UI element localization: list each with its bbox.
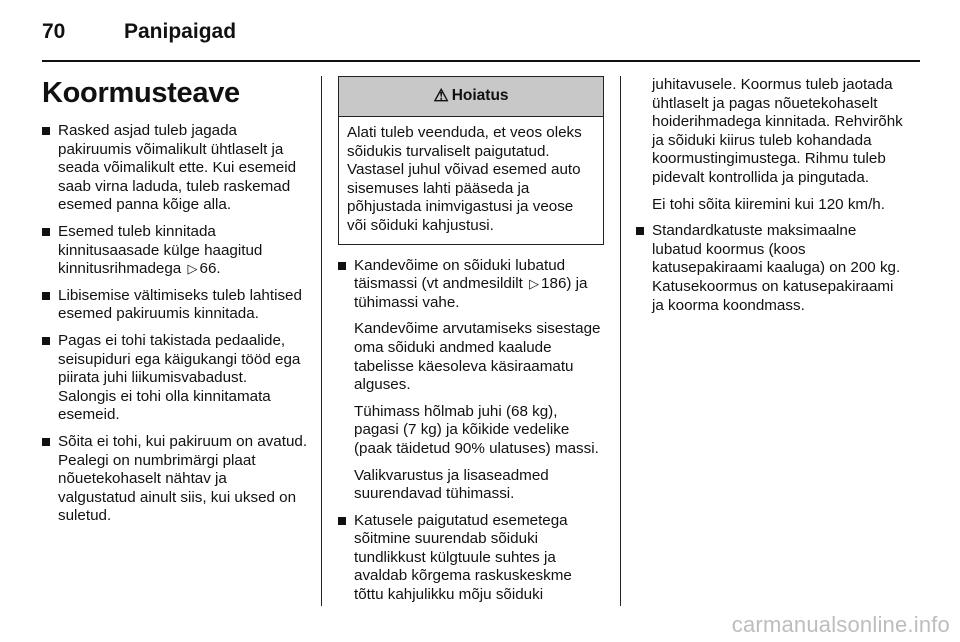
- list-item: Rasked asjad tuleb jagada pakiruumis võimalikult ühtlaselt ja seada võimalikult ette. Kui esemeid saab virna laduda, tuleb raskemad esemed panna kõige alla.: [42, 122, 308, 215]
- section-title: Koormusteave: [42, 77, 240, 109]
- column-divider-2: [620, 76, 621, 606]
- warning-triangle-icon: ⚠: [433, 86, 449, 106]
- bullet-list: [42, 122, 308, 526]
- bullet-icon: [338, 262, 346, 270]
- list-item: Sõita ei tohi, kui pakiruum on avatud. Pealegi on numbrimärgi plaat nõuetekohaselt nähtav ja valgustatud ainult siis, kui uksed on suletud.: [42, 433, 308, 526]
- bullet-icon: [338, 517, 346, 525]
- warning-title: Hoiatus: [451, 87, 509, 105]
- list-item: Pagas ei tohi takistada pedaalide, seisupiduri ega käigukangi tööd ega piirata juhi liikumisvabadust. Salongis ei tohi olla kinnitamata esemeid.: [42, 332, 308, 425]
- column-divider-1: [321, 76, 322, 606]
- list-item: Libisemise vältimiseks tuleb lahtised esemed pakiruumis kinnitada.: [42, 287, 308, 324]
- page-header: [42, 14, 922, 54]
- arrow-reference-icon[interactable]: ▷: [529, 276, 540, 292]
- header-divider: [42, 60, 920, 62]
- list-item: Katusele paigutatud esemetega sõitmine suurendab sõiduki tundlikkust külgtuule suhtes ja avaldab kõrgema raskuskeskme tõttu kahjulikku mõju sõiduki: [338, 512, 604, 605]
- continued-text: juhitavusele. Koormus tuleb jaotada ühtlaselt ja pagas nõuetekohaselt hoiderihmadega kinnitada. Rehvirõhk ja sõiduki kiirus tuleb kohandada koormustingimustega. Rihmu tuleb pidevalt kontrollida ja pingutada. Ei tohi sõita kiiremini kui 120 km/h.: [652, 76, 903, 213]
- column-2: [338, 76, 604, 613]
- bullet-list: [636, 222, 906, 315]
- bullet-icon: [42, 228, 50, 236]
- watermark: carmanualsonline.info: [731, 612, 950, 637]
- bullet-list: [338, 257, 604, 605]
- warning-header: [339, 77, 603, 117]
- column-1: [42, 76, 308, 534]
- bullet-icon: [42, 337, 50, 345]
- bullet-icon: [42, 127, 50, 135]
- page-number: 70: [42, 20, 66, 43]
- list-item: Standardkatuste maksimaalne lubatud koormus (koos katusepakiraami kaaluga) on 200 kg. Katusekoormus on katusepakiraami ja koorma koondmass.: [636, 222, 906, 315]
- arrow-reference-icon[interactable]: ▷: [187, 261, 198, 277]
- warning-body: Alati tuleb veenduda, et veos oleks sõidukis turvaliselt paigutatud. Vastasel juhul võivad esemed auto sisemuses lahti pääseda ja põhjustada inimvigastusi ja veose või sõiduki kahjustusi.: [347, 124, 582, 234]
- list-item: Esemed tuleb kinnitada kinnitusaasade külge haagitud kinnitusrihmadega ▷ 66.: [42, 223, 308, 279]
- chapter-title: Panipaigad: [124, 20, 237, 43]
- column-3: [636, 76, 906, 323]
- bullet-icon: [42, 438, 50, 446]
- warning-box: [338, 76, 604, 245]
- bullet-icon: [636, 227, 644, 235]
- list-item: Kandevõime on sõiduki lubatud täismassi (vt andmesildilt ▷ 186) ja tühimassi vahe. Kandevõime arvutamiseks sisestage oma sõiduki andmed kaalude tabelisse käesoleva käsiraamatu alguses. Tühimass hõlmab juhi (68 kg), pagasi (7 kg) ja kõikide vedelike (paak täidetud 90% ulatuses) massi. Valikvarustus ja lisaseadmed suurendavad tühimassi.: [338, 257, 604, 504]
- bullet-icon: [42, 292, 50, 300]
